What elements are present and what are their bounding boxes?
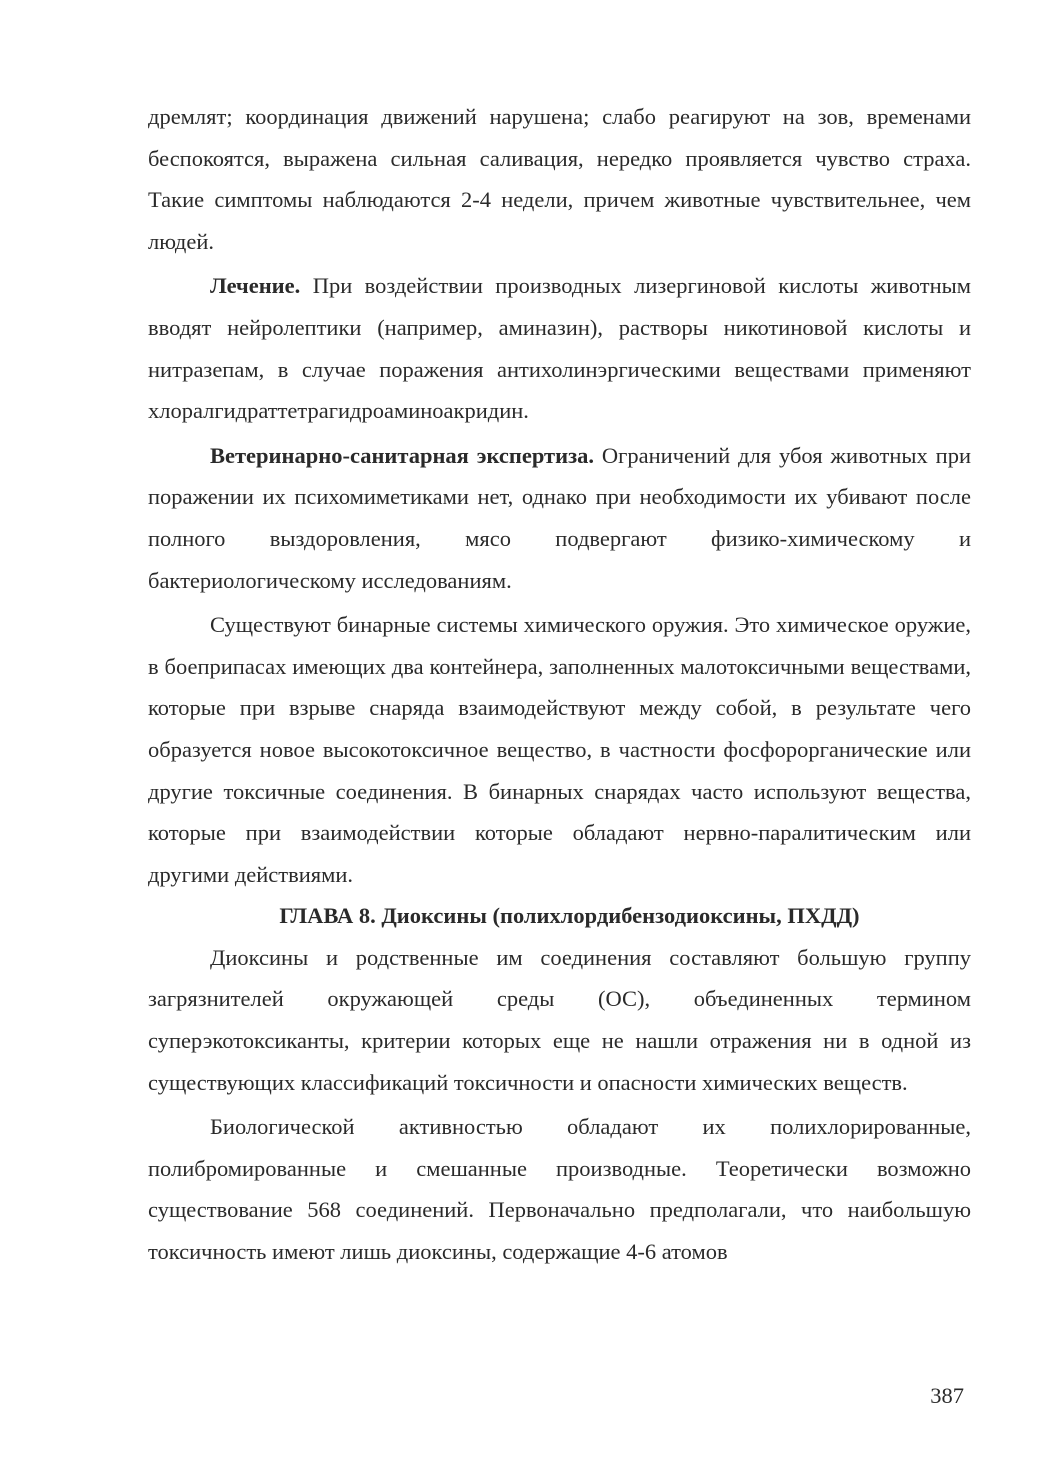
body-text [148, 96, 971, 1273]
page-number: 387 [930, 1383, 964, 1408]
treatment-lead: Лечение. [210, 273, 301, 299]
vet-expertise-lead: Ветеринарно-санитарная экспертиза. [210, 442, 594, 468]
paragraph-vet-expertise [148, 435, 971, 601]
chapter-heading: ГЛАВА 8. Диоксины (полихлордибензодиоксины, ПХДД) [279, 903, 860, 929]
paragraph-binary-weapons: Существуют бинарные системы химического оружия. Это химическое оружие, в боеприпасах имеющих два контейнера, заполненных малотоксичными веществами, которые при взрыве снаряда взаимодействуют между собой, в результате чего образуется новое высокотоксичное вещество, в частности фосфорорганические или другие токсичные соединения. В бинарных снарядах часто используют вещества, которые при взаимодействии которые обладают нервно-паралитическим или другими действиями. [148, 612, 971, 887]
paragraph-treatment [148, 265, 971, 431]
vet-expertise-text: Ограничений для убоя животных при поражении их психомиметиками нет, однако при необходимости их убивают после полного выздоровления, мясо подвергают физико-химическому и бактериологическому исследованиям. [148, 442, 971, 593]
paragraph-dioxins-intro: Диоксины и родственные им соединения составляют большую группу загрязнителей окружающей среды (ОС), объединенных термином суперэкотоксиканты, критерии которых еще не нашли отражения ни в одной из существующих классификаций токсичности и опасности химических веществ. [148, 944, 971, 1095]
paragraph-symptoms: дремлят; координация движений нарушена; слабо реагируют на зов, временами беспокоятся, выражена сильная саливация, нередко проявляется чувство страха. Такие симптомы наблюдаются 2-4 недели, причем животные чувствительнее, чем людей. [148, 104, 971, 254]
treatment-text: При воздействии производных лизергиновой кислоты животным вводят нейролептики (например, аминазин), растворы никотиновой кислоты и нитразепам, в случае поражения антихолинэргическими веществами применяют хлоралгидраттетрагидроаминоакридин. [148, 273, 971, 424]
paragraph-biological-activity: Биологической активностью обладают их полихлорированные, полибромированные и смешанные производные. Теоретически возможно существование 568 соединений. Первоначально предполагали, что наибольшую токсичность имеют лишь диоксины, содержащие 4-6 атомов [148, 1114, 971, 1265]
